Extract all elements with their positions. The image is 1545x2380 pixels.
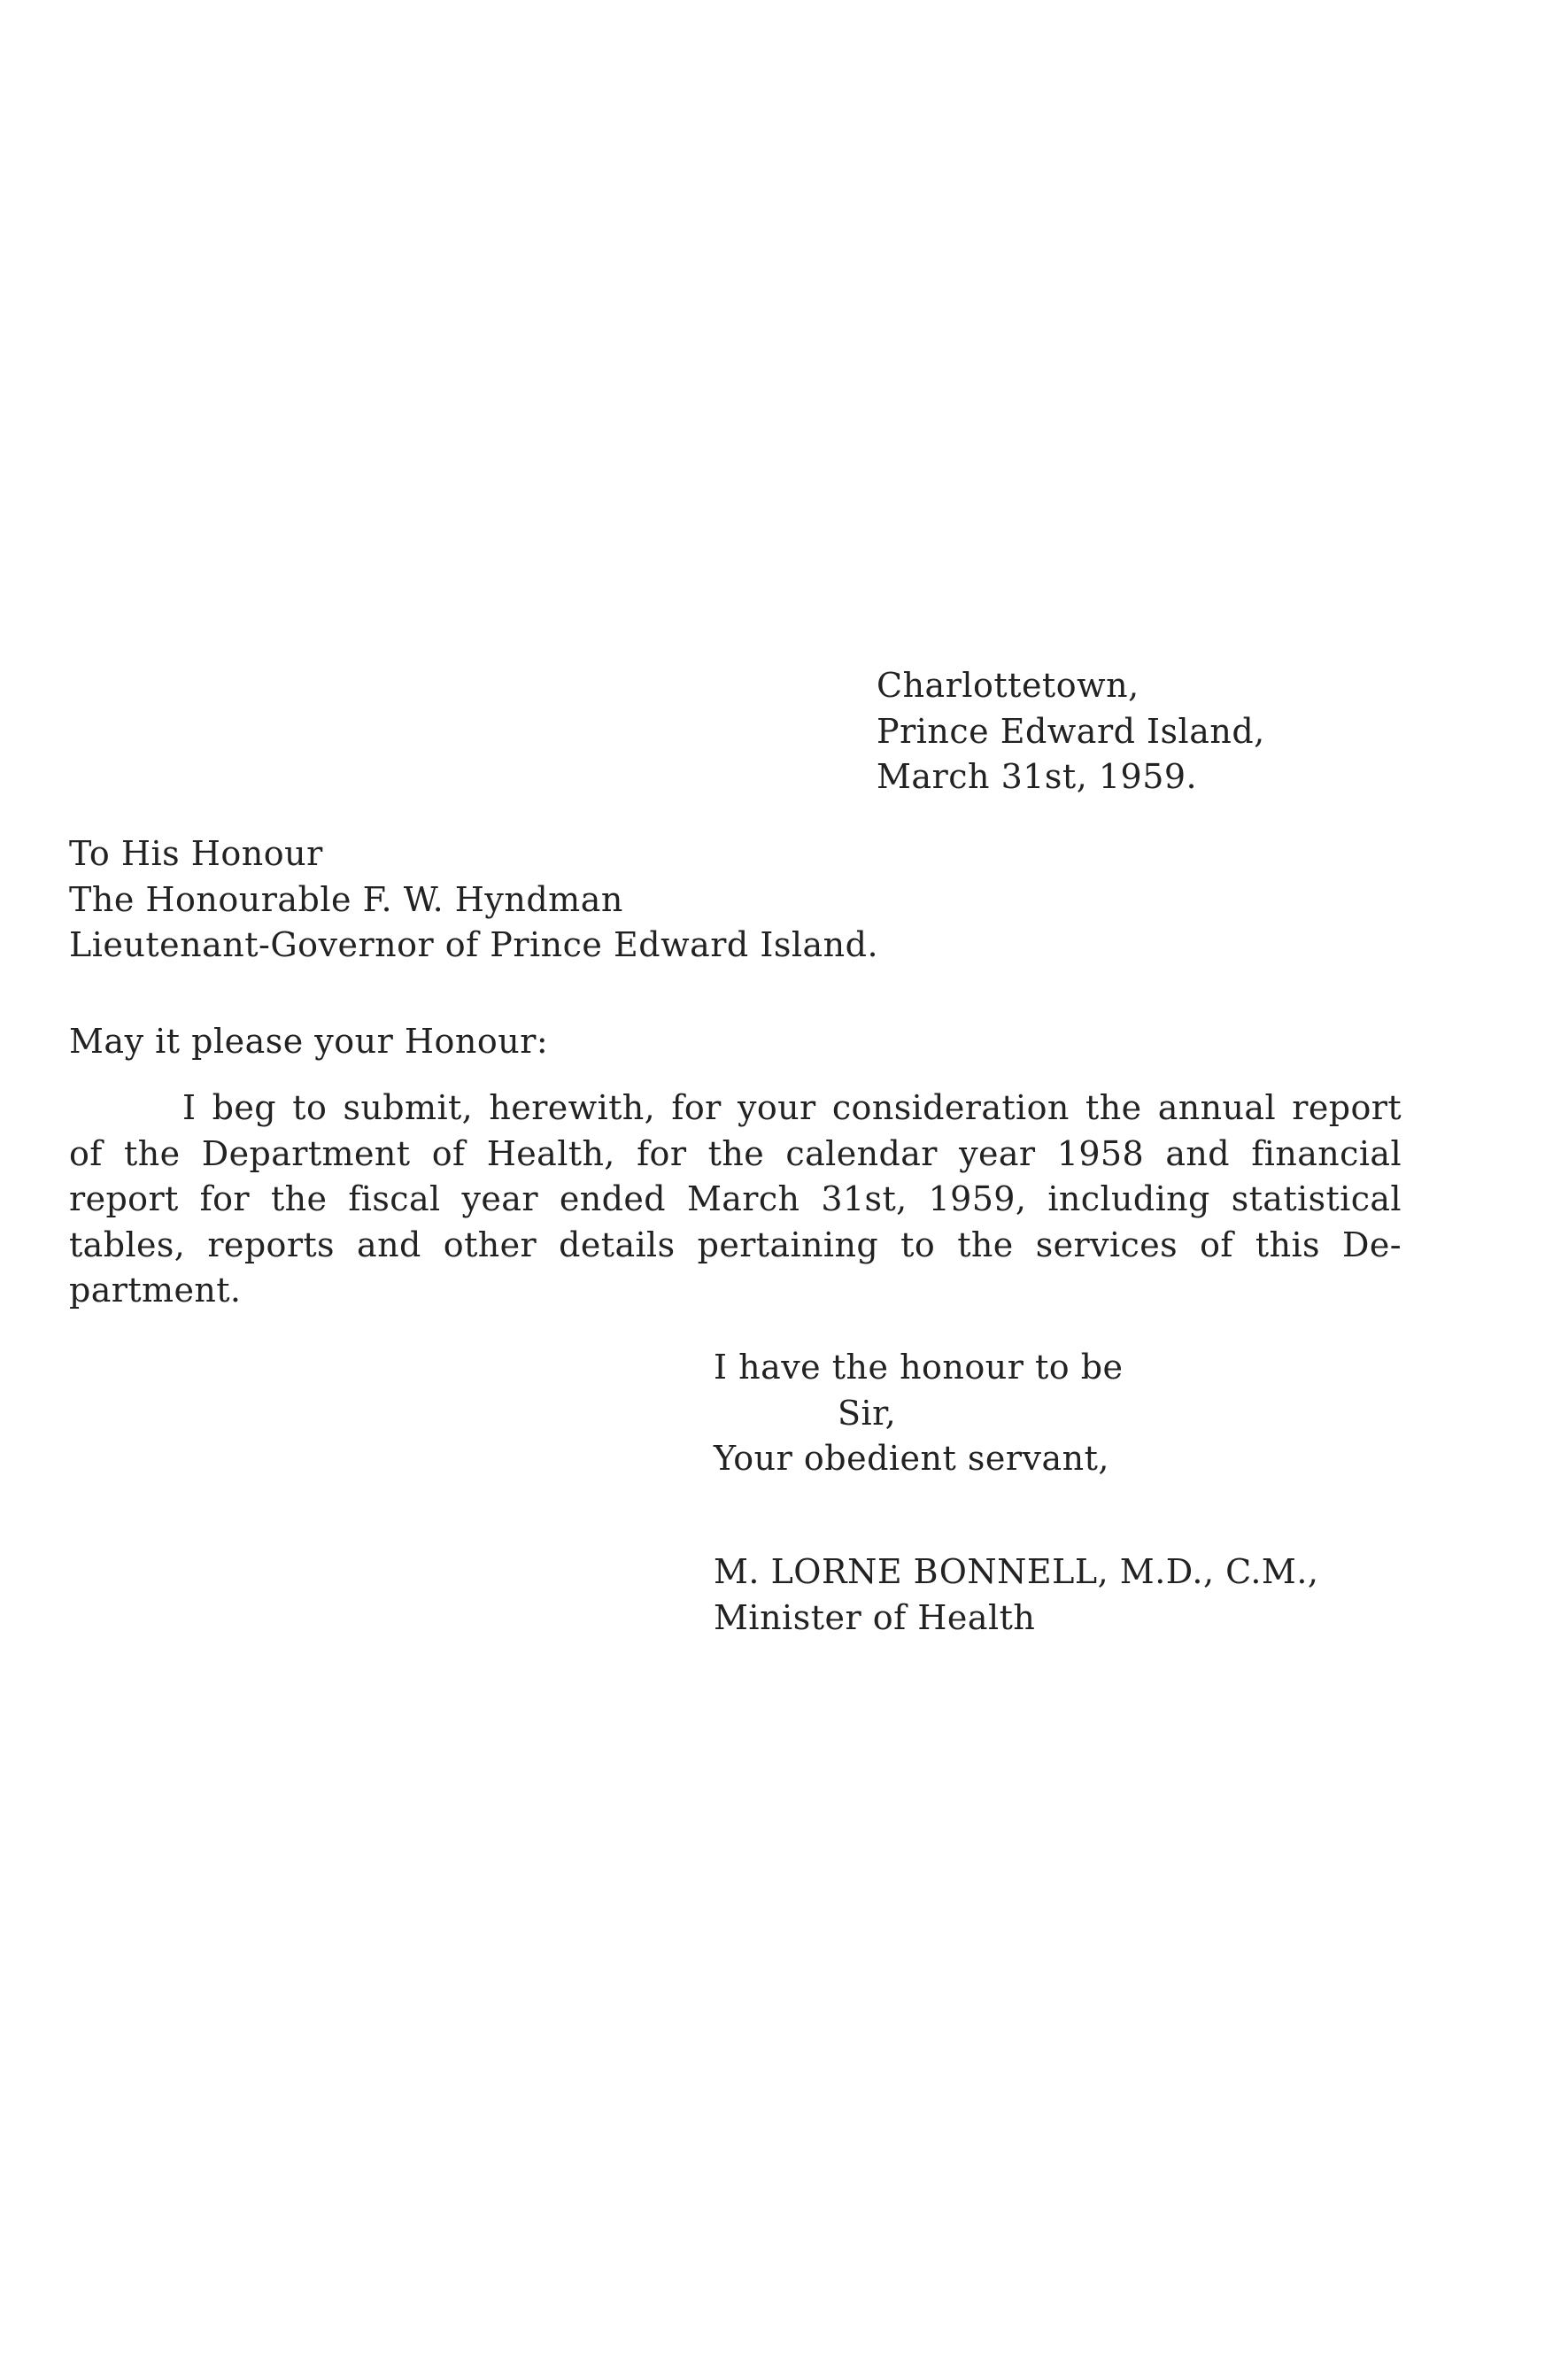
closing-block xyxy=(714,1345,1124,1482)
addressee-block xyxy=(69,831,878,969)
letter-date: March 31st, 1959. xyxy=(877,757,1198,796)
closing-line-1: I have the honour to be xyxy=(714,1348,1124,1387)
body-line-2: of the Department of Health, for the calendar year 1958 and financial xyxy=(69,1133,1402,1173)
body-line-3: report for the fiscal year ended March 31st, 1959, including statistical xyxy=(69,1179,1402,1218)
body-line-5: partment. xyxy=(69,1271,242,1310)
place-date-block xyxy=(877,663,1265,800)
signature-block xyxy=(714,1549,1319,1641)
body-paragraph xyxy=(69,1086,1402,1314)
addressee-line-2: The Honourable F. W. Hyndman xyxy=(69,879,623,919)
place-province: Prince Edward Island, xyxy=(877,711,1265,751)
place-city: Charlottetown, xyxy=(877,666,1139,705)
body-line-1: I beg to submit, herewith, for your consideration the annual report xyxy=(182,1088,1402,1127)
signatory-name: M. LORNE BONNELL, M.D., C.M., xyxy=(714,1552,1319,1591)
body-line-4: tables, reports and other details pertaining to the services of this De- xyxy=(69,1225,1402,1264)
closing-line-3: Your obedient servant, xyxy=(714,1439,1109,1478)
closing-line-2: Sir, xyxy=(838,1393,897,1433)
addressee-line-3: Lieutenant-Governor of Prince Edward Island. xyxy=(69,925,879,964)
signatory-title: Minister of Health xyxy=(714,1597,1036,1637)
addressee-line-1: To His Honour xyxy=(69,834,323,873)
salutation: May it please your Honour: xyxy=(69,1022,549,1061)
